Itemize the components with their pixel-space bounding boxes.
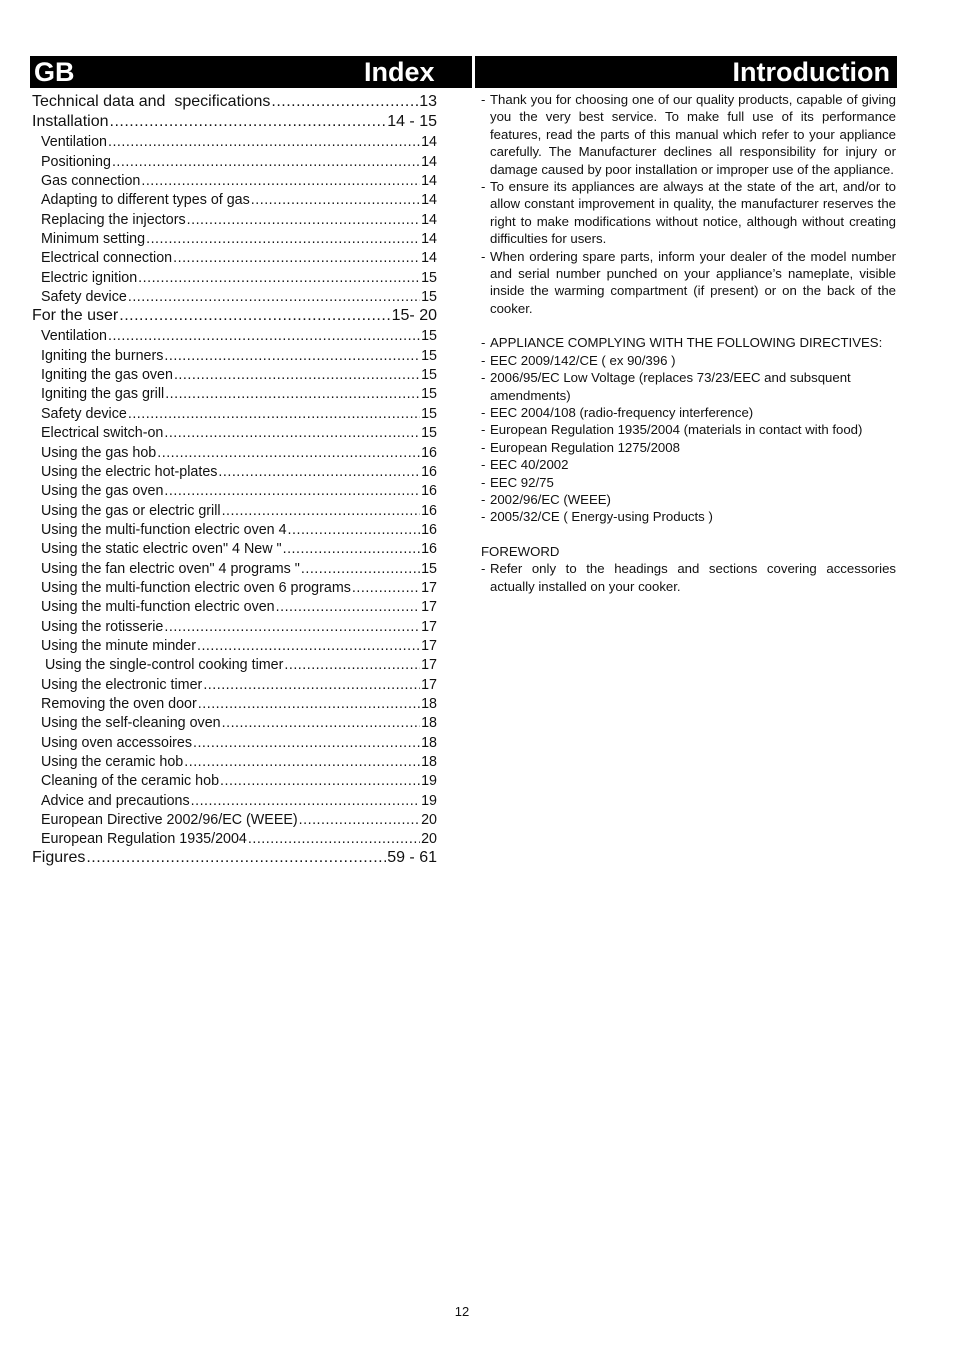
directive-item: - 2005/32/CE ( Energy-using Products )	[481, 509, 713, 525]
toc-leader	[187, 212, 420, 228]
toc-entry	[32, 441, 437, 460]
foreword-heading: FOREWORD	[481, 543, 560, 559]
toc-page: 14	[421, 211, 437, 228]
toc-entry	[32, 712, 437, 731]
toc-page: 15	[421, 386, 437, 403]
toc-leader	[301, 561, 420, 577]
toc-leader	[128, 289, 420, 305]
toc-page: 19	[421, 792, 437, 809]
toc-section	[32, 111, 437, 131]
toc-leader	[288, 522, 421, 538]
toc-entry	[32, 519, 437, 538]
toc-page: 15- 20	[391, 307, 437, 325]
toc-label: Using oven accessoires	[41, 734, 192, 751]
toc-page: 17	[421, 676, 437, 693]
toc-leader	[174, 367, 420, 383]
toc-label: Using the ceramic hob	[41, 754, 184, 770]
toc-label: Ventilation	[41, 134, 107, 151]
toc-section	[32, 305, 437, 325]
toc-entry	[32, 131, 437, 150]
toc-leader	[173, 250, 420, 266]
toc-entry	[32, 325, 437, 344]
intro-paragraph: - When ordering spare parts, inform your dealer of the model number and serial number punched on your appliance’s nameplate, visible inside the warming compartment (if present) or on the back of the cooker.	[481, 248, 896, 316]
toc-label: For the user	[32, 307, 119, 325]
toc-label: Using the rotisserie	[41, 618, 164, 635]
toc-section	[32, 91, 437, 111]
toc-entry	[32, 809, 437, 828]
intro-paragraph: - To ensure its appliances are always at the state of the art, and/or to allow constant improvement in quality, the manufacturer reserves the right to make modifications without notice, although without creating difficulties for users.	[481, 179, 896, 247]
toc-leader	[220, 773, 420, 789]
toc-leader	[248, 831, 420, 847]
toc-leader	[193, 735, 420, 751]
toc-leader	[146, 231, 420, 247]
toc-entry	[32, 828, 437, 847]
toc-entry	[32, 557, 437, 576]
toc-leader	[164, 619, 420, 635]
toc-label: Using the minute minder	[41, 637, 196, 654]
toc-page: 20	[421, 812, 437, 829]
toc-label: Using the electronic timer	[41, 676, 203, 693]
toc-leader	[164, 348, 420, 364]
toc-leader	[251, 192, 420, 208]
toc-entry	[32, 208, 437, 227]
directive-item: - EEC 2004/108 (radio-frequency interference)	[481, 404, 754, 420]
toc-entry	[32, 596, 437, 615]
toc-page: 15	[421, 560, 437, 577]
title-divider	[472, 56, 475, 88]
toc-entry	[32, 364, 437, 383]
toc-label: Safety device	[41, 289, 127, 306]
toc-leader	[86, 849, 386, 867]
toc-entry	[32, 480, 437, 499]
toc-label: Adapting to different types of gas	[41, 192, 250, 209]
toc-page: 14	[421, 134, 437, 151]
toc-page: 16	[421, 541, 437, 558]
toc-page: 15	[421, 289, 437, 306]
toc-entry	[32, 286, 437, 305]
toc-label: Replacing the injectors	[41, 211, 186, 228]
toc-page: 17	[421, 579, 437, 596]
toc-entry	[32, 228, 437, 247]
toc-leader	[141, 173, 420, 189]
directive-item: - European Regulation 1275/2008	[481, 439, 680, 455]
toc-label: Installation	[32, 113, 109, 130]
toc-leader	[222, 715, 420, 731]
toc-leader	[164, 483, 420, 499]
toc-leader	[222, 503, 421, 519]
foreword-paragraph: - Refer only to the headings and sections covering accessories actually installed on your cooker.	[481, 561, 896, 594]
toc-page: 15	[421, 425, 437, 442]
toc-page: 15	[421, 269, 437, 286]
toc-entry	[32, 422, 437, 441]
toc-page: 14 - 15	[387, 113, 437, 130]
toc-label: Advice and precautions	[41, 792, 190, 809]
toc-label: Igniting the burners	[41, 347, 164, 364]
introduction-section	[481, 91, 896, 595]
toc-entry	[32, 150, 437, 169]
toc-page: 18	[421, 734, 437, 751]
toc-page: 14	[421, 250, 437, 267]
toc-leader	[197, 638, 420, 654]
toc-label: Igniting the gas grill	[41, 386, 165, 403]
toc-section	[32, 847, 437, 867]
toc-page: 16	[421, 444, 437, 461]
toc-label: Using the gas hob	[41, 444, 157, 461]
toc-label: European Regulation 1935/2004	[41, 831, 247, 848]
toc-leader	[218, 464, 420, 480]
toc-entry	[32, 673, 437, 692]
toc-page: 15	[421, 347, 437, 364]
toc-leader	[276, 599, 420, 615]
toc-label: Electric ignition	[41, 269, 138, 286]
toc-label: Minimum setting	[41, 231, 146, 248]
toc-label: Technical data and specifications	[32, 93, 271, 110]
toc-entry	[32, 383, 437, 402]
toc-leader	[191, 793, 420, 809]
toc-page: 15	[421, 405, 437, 422]
toc-page: 18	[421, 715, 437, 732]
toc-entry	[32, 635, 437, 654]
toc-label: Using the multi-function electric oven 6 programs	[41, 579, 351, 596]
toc-leader	[203, 677, 420, 693]
toc-page: 17	[421, 599, 437, 616]
directives-list	[481, 334, 896, 525]
toc-label: Using the single-control cooking timer	[41, 657, 284, 674]
toc-entry	[32, 344, 437, 363]
toc-page: 14	[421, 173, 437, 190]
directive-item: - European Regulation 1935/2004 (materials in contact with food)	[481, 422, 863, 438]
toc-leader	[138, 270, 420, 286]
directive-item: - EEC 40/2002	[481, 457, 569, 473]
toc-label: Using the static electric oven" 4 New "	[41, 541, 282, 558]
toc-page: 17	[421, 618, 437, 635]
toc-page: 16	[421, 463, 437, 480]
toc-page: 18	[421, 754, 437, 770]
toc-leader	[164, 425, 420, 441]
toc-entry	[32, 247, 437, 266]
toc-entry	[32, 266, 437, 285]
toc-leader	[108, 134, 420, 150]
title-bar	[30, 56, 897, 88]
toc-entry	[32, 615, 437, 634]
toc-page: 16	[421, 502, 437, 519]
toc-entry	[32, 693, 437, 712]
toc-page: 16	[421, 521, 437, 538]
toc-leader	[112, 154, 420, 170]
toc-label: Figures	[32, 849, 86, 867]
toc-entry	[32, 402, 437, 421]
toc-label: Ventilation	[41, 328, 107, 345]
toc-label: Using the fan electric oven" 4 programs "	[41, 560, 300, 577]
toc-page: 59 - 61	[387, 849, 437, 867]
toc-entry	[32, 170, 437, 189]
toc-page: 13	[419, 93, 437, 110]
toc-label: Electrical switch-on	[41, 425, 164, 442]
index-title: Index	[364, 57, 435, 87]
directive-item: - 2002/96/EC (WEEE)	[481, 491, 611, 507]
toc-entry	[32, 189, 437, 208]
toc-page: 15	[421, 328, 437, 345]
toc-label: Removing the oven door	[41, 695, 197, 712]
toc-leader	[165, 386, 420, 402]
toc-label: Using the multi-function electric oven 4	[41, 521, 287, 538]
language-code: GB	[34, 57, 75, 87]
toc-entry	[32, 654, 437, 673]
toc-label: Cleaning of the ceramic hob	[41, 773, 220, 790]
toc-page: 19	[421, 773, 437, 790]
toc-page: 18	[421, 695, 437, 712]
toc-page: 17	[421, 657, 437, 674]
toc-label: Using the electric hot-plates	[41, 463, 218, 480]
toc-entry	[32, 577, 437, 596]
toc-leader	[283, 541, 421, 557]
toc-label: European Directive 2002/96/EC (WEEE)	[41, 812, 298, 829]
toc-entry	[32, 731, 437, 750]
toc-page: 14	[421, 153, 437, 170]
toc-leader	[352, 580, 420, 596]
toc-entry	[32, 538, 437, 557]
toc-entry	[32, 499, 437, 518]
table-of-contents	[32, 91, 437, 867]
toc-leader	[184, 754, 420, 770]
intro-paragraph: - Thank you for choosing one of our quality products, capable of giving you the very best service. To make full use of its performance features, read the parts of this manual which refer to your appliance carefully. The Manufacturer declines all responsibility for injury or damage caused by poor installation or improper use of the appliance.	[481, 92, 896, 177]
toc-leader	[128, 406, 420, 422]
toc-label: Using the multi-function electric oven	[41, 599, 275, 616]
toc-label: Using the gas or electric grill	[41, 502, 221, 519]
toc-entry	[32, 770, 437, 789]
directive-item: - 2006/95/EC Low Voltage (replaces 73/23/EEC and subsquent amendments)	[481, 370, 851, 403]
toc-page: 14	[421, 192, 437, 209]
toc-leader	[108, 328, 420, 344]
toc-page: 15	[421, 367, 437, 384]
toc-leader	[284, 657, 420, 673]
toc-leader	[299, 812, 420, 828]
toc-label: Positioning	[41, 153, 111, 170]
toc-leader	[110, 113, 387, 131]
toc-label: Gas connection	[41, 173, 141, 190]
toc-label: Electrical connection	[41, 250, 173, 267]
directive-item: - EEC 92/75	[481, 474, 554, 490]
directive-item: - EEC 2009/142/CE ( ex 90/396 )	[481, 352, 676, 368]
directive-item: - APPLIANCE COMPLYING WITH THE FOLLOWING DIRECTIVES:	[481, 335, 883, 351]
toc-leader	[271, 93, 418, 111]
page-number: 12	[454, 1304, 470, 1319]
toc-leader	[198, 696, 420, 712]
toc-entry	[32, 751, 437, 770]
toc-label: Using the gas oven	[41, 483, 164, 500]
introduction-title: Introduction	[732, 57, 890, 87]
toc-label: Igniting the gas oven	[41, 367, 173, 384]
toc-page: 17	[421, 637, 437, 654]
toc-leader	[157, 445, 420, 461]
toc-leader	[119, 307, 390, 325]
toc-entry	[32, 461, 437, 480]
toc-label: Safety device	[41, 405, 127, 422]
toc-entry	[32, 789, 437, 808]
toc-page: 16	[421, 483, 437, 500]
toc-page: 14	[421, 231, 437, 248]
toc-page: 20	[421, 831, 437, 848]
toc-label: Using the self-cleaning oven	[41, 715, 221, 732]
